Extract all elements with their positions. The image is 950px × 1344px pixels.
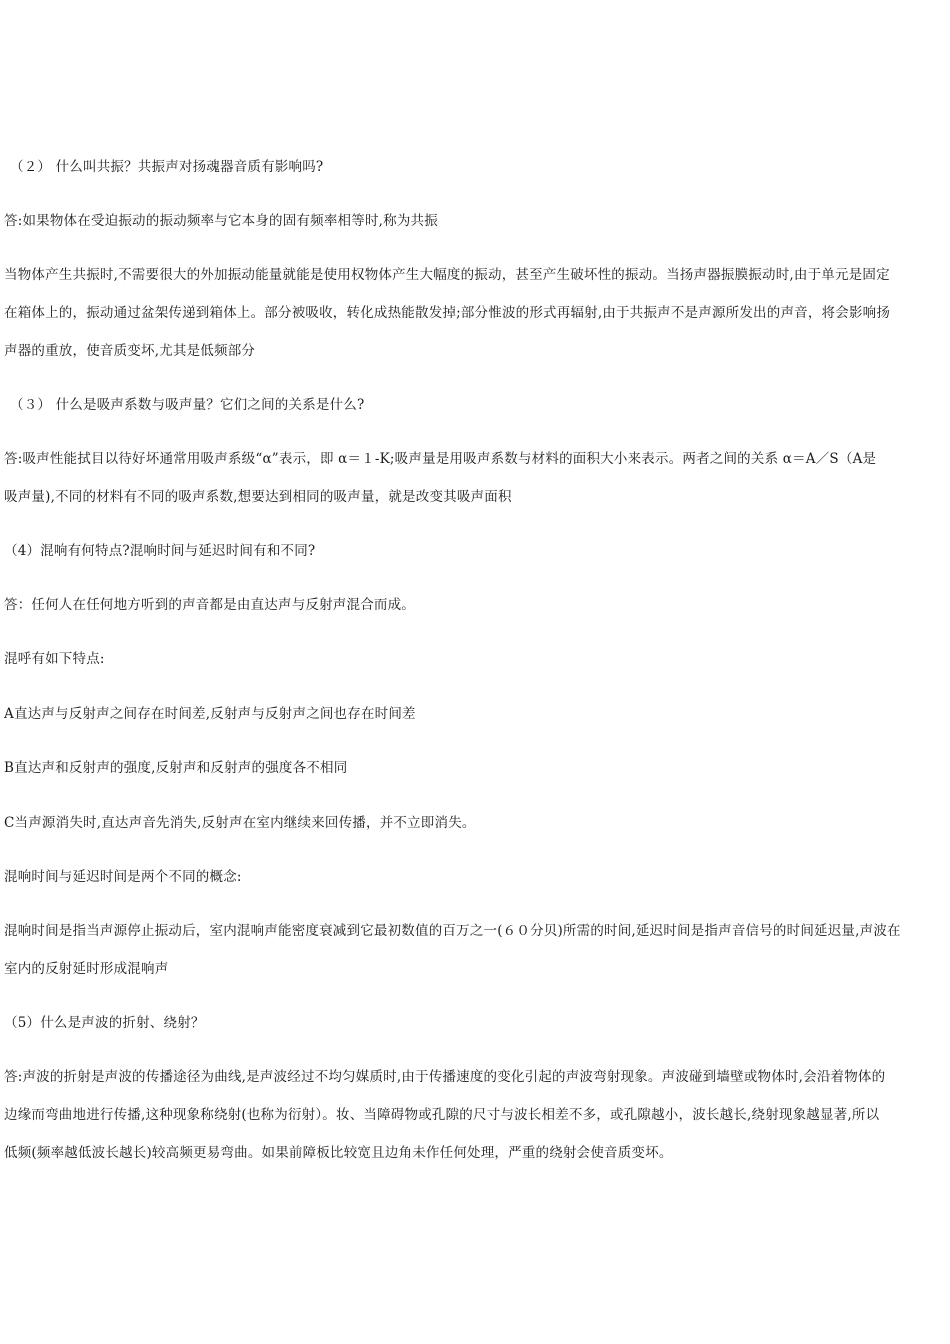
feature-a: A直达声与反射声之间存在时间差,反射声与反射声之间也存在时间差 [4,706,416,722]
answer-5-line-2: 边缘而弯曲地进行传播,这种现象称绕射(也称为衍射）。妆、当障碍物或孔隙的尺寸与波长相差不多，或孔隙越小，波长越长,绕射现象越显著,所以 [4,1107,880,1123]
answer-3-line-1: 答:吸声性能拭目以待好坏通常用吸声系级“α”表示，即 α＝１-K;吸声量是用吸声系数与材料的面积大小来表示。两者之间的关系 α＝A／S（A是 [4,451,877,467]
answer-5-line-3: 低频(频率越低波长越长)较高频更易弯曲。如果前障板比较宽且边角未作任何处理，严重的绕射会使音质变坏。 [4,1145,673,1161]
reverb-features-heading: 混呼有如下特点: [4,651,105,667]
question-3-heading: （３） 什么是吸声系数与吸声量？它们之间的关系是什么? [10,397,365,413]
answer-3-line-2: 吸声量),不同的材料有不同的吸声系数,想要达到相同的吸声量，就是改变其吸声面积 [4,489,512,505]
question-5-heading: （5）什么是声波的折射、绕射？ [4,1015,205,1031]
answer-5-line-1: 答:声波的折射是声波的传播途径为曲线,是声波经过不均匀媒质时,由于传播速度的变化引起的声波弯射现象。声波碰到墙壁或物体时,会沿着物体的 [4,1069,886,1085]
question-4-heading: （4）混响有何特点?混响时间与延迟时间有和不同? [4,543,316,559]
feature-c: C当声源消失时,直达声音先消失,反射声在室内继续来回传播，并不立即消失。 [4,815,476,831]
reverb-delay-heading: 混响时间与延迟时间是两个不同的概念: [4,869,242,885]
answer-2-line-1: 答:如果物体在受迫振动的振动频率与它本身的固有频率相等时,称为共振 [4,213,438,229]
answer-4-line-1: 答：任何人在任何地方听到的声音都是由直达声与反射声混合而成。 [4,597,415,613]
paragraph-resonance-line-3: 声器的重放，使音质变坏,尤其是低频部分 [4,343,256,359]
reverb-delay-line-1: 混响时间是指当声源停止振动后，室内混响声能密度衰减到它最初数值的百万之一(６０分贝)所需的时间,延迟时间是指声音信号的时间延迟量,声波在 [4,923,901,939]
question-2-heading: （２） 什么叫共振？共振声对扬魂器音质有影响吗? [10,159,324,175]
paragraph-resonance-line-1: 当物体产生共振时,不需要很大的外加振动能量就能是使用权物体产生大幅度的振动，甚至产生破坏性的振动。当扬声器振膜振动时,由于单元是固定 [4,267,890,283]
reverb-delay-line-2: 室内的反射延时形成混响声 [4,961,169,977]
feature-b: B直达声和反射声的强度,反射声和反射声的强度各不相同 [4,760,348,776]
paragraph-resonance-line-2: 在箱体上的，振动通过盆架传递到箱体上。部分被吸收，转化成热能散发掉;部分惟波的形式再辐射,由于共振声不是声源所发出的声音，将会影响扬 [4,305,891,321]
